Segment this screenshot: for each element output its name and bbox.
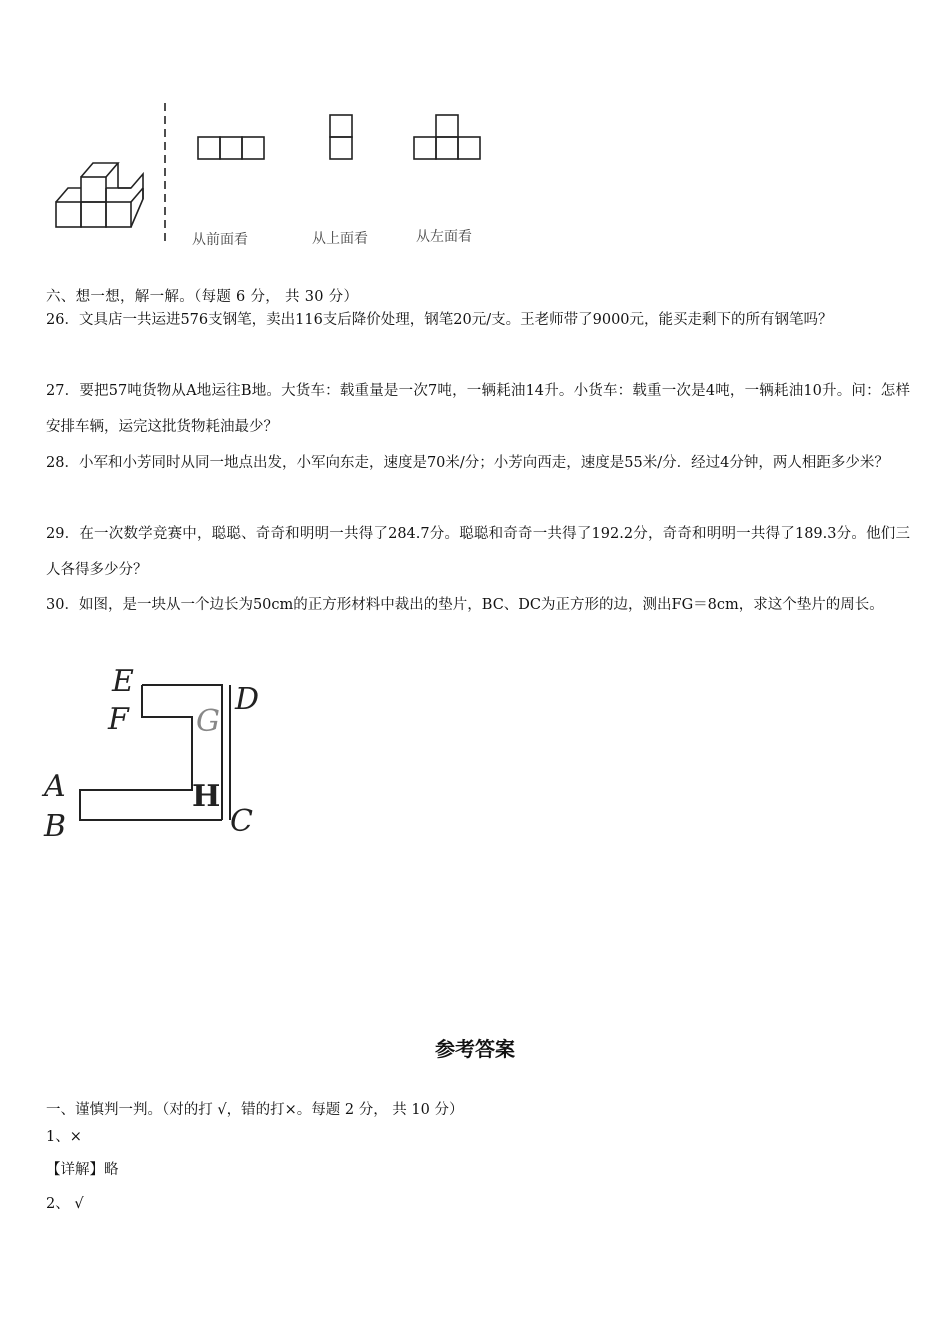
caption-front: 从前面看: [192, 232, 248, 248]
answer-1-detail: 【详解】略: [46, 1162, 119, 1178]
section-6-title: 六、想一想，解一解。（每题 6 分， 共 30 分）: [46, 289, 359, 305]
question-28: 28．小军和小芳同时从同一地点出发，小军向东走，速度是70米/分；小芳向西走，速度是55米/分．经过4分钟，两人相距多少米？: [46, 455, 889, 471]
label-h: H: [192, 779, 221, 814]
answer-2: 2、 √: [46, 1196, 84, 1212]
cube-solid: [56, 163, 143, 227]
caption-left: 从左面看: [416, 229, 472, 245]
left-view: [414, 115, 480, 159]
answer-1: 1、×: [46, 1129, 82, 1145]
caption-top: 从上面看: [312, 231, 368, 247]
label-a: A: [44, 769, 66, 804]
answers-section-1-title: 一、谨慎判一判。（对的打 √，错的打×。每题 2 分， 共 10 分）: [46, 1102, 464, 1118]
label-e: E: [112, 664, 134, 699]
front-view: [198, 137, 264, 159]
answers-title: 参考答案: [435, 1037, 515, 1061]
question-26: 26．文具店一共运进576支钢笔，卖出116支后降价处理，钢笔20元/支。王老师带了9000元，能买走剩下的所有钢笔吗？: [46, 312, 833, 328]
label-g: G: [196, 704, 220, 739]
label-c: C: [230, 804, 253, 839]
question-29: 29．在一次数学竞赛中，聪聪、奇奇和明明一共得了284.7分。聪聪和奇奇一共得了192.2分，奇奇和明明一共得了189.3分。他们三人各得多少分？: [46, 526, 910, 578]
label-d: D: [235, 682, 260, 717]
label-b: B: [44, 809, 67, 844]
top-view: [330, 115, 352, 159]
gasket-figure: [40, 665, 280, 850]
question-27: 27．要把57吨货物从A地运往B地。大货车：载重量是一次7吨，一辆耗油14升。小货车：载重一次是4吨，一辆耗油10升。问：怎样安排车辆，运完这批货物耗油最少？: [46, 383, 910, 435]
three-view-figure: [40, 95, 510, 260]
question-30: 30．如图，是一块从一个边长为50cm的正方形材料中裁出的垫片，BC、DC为正方形的边，测出FG＝8cm，求这个垫片的周长。: [46, 597, 884, 613]
label-f: F: [108, 702, 129, 737]
